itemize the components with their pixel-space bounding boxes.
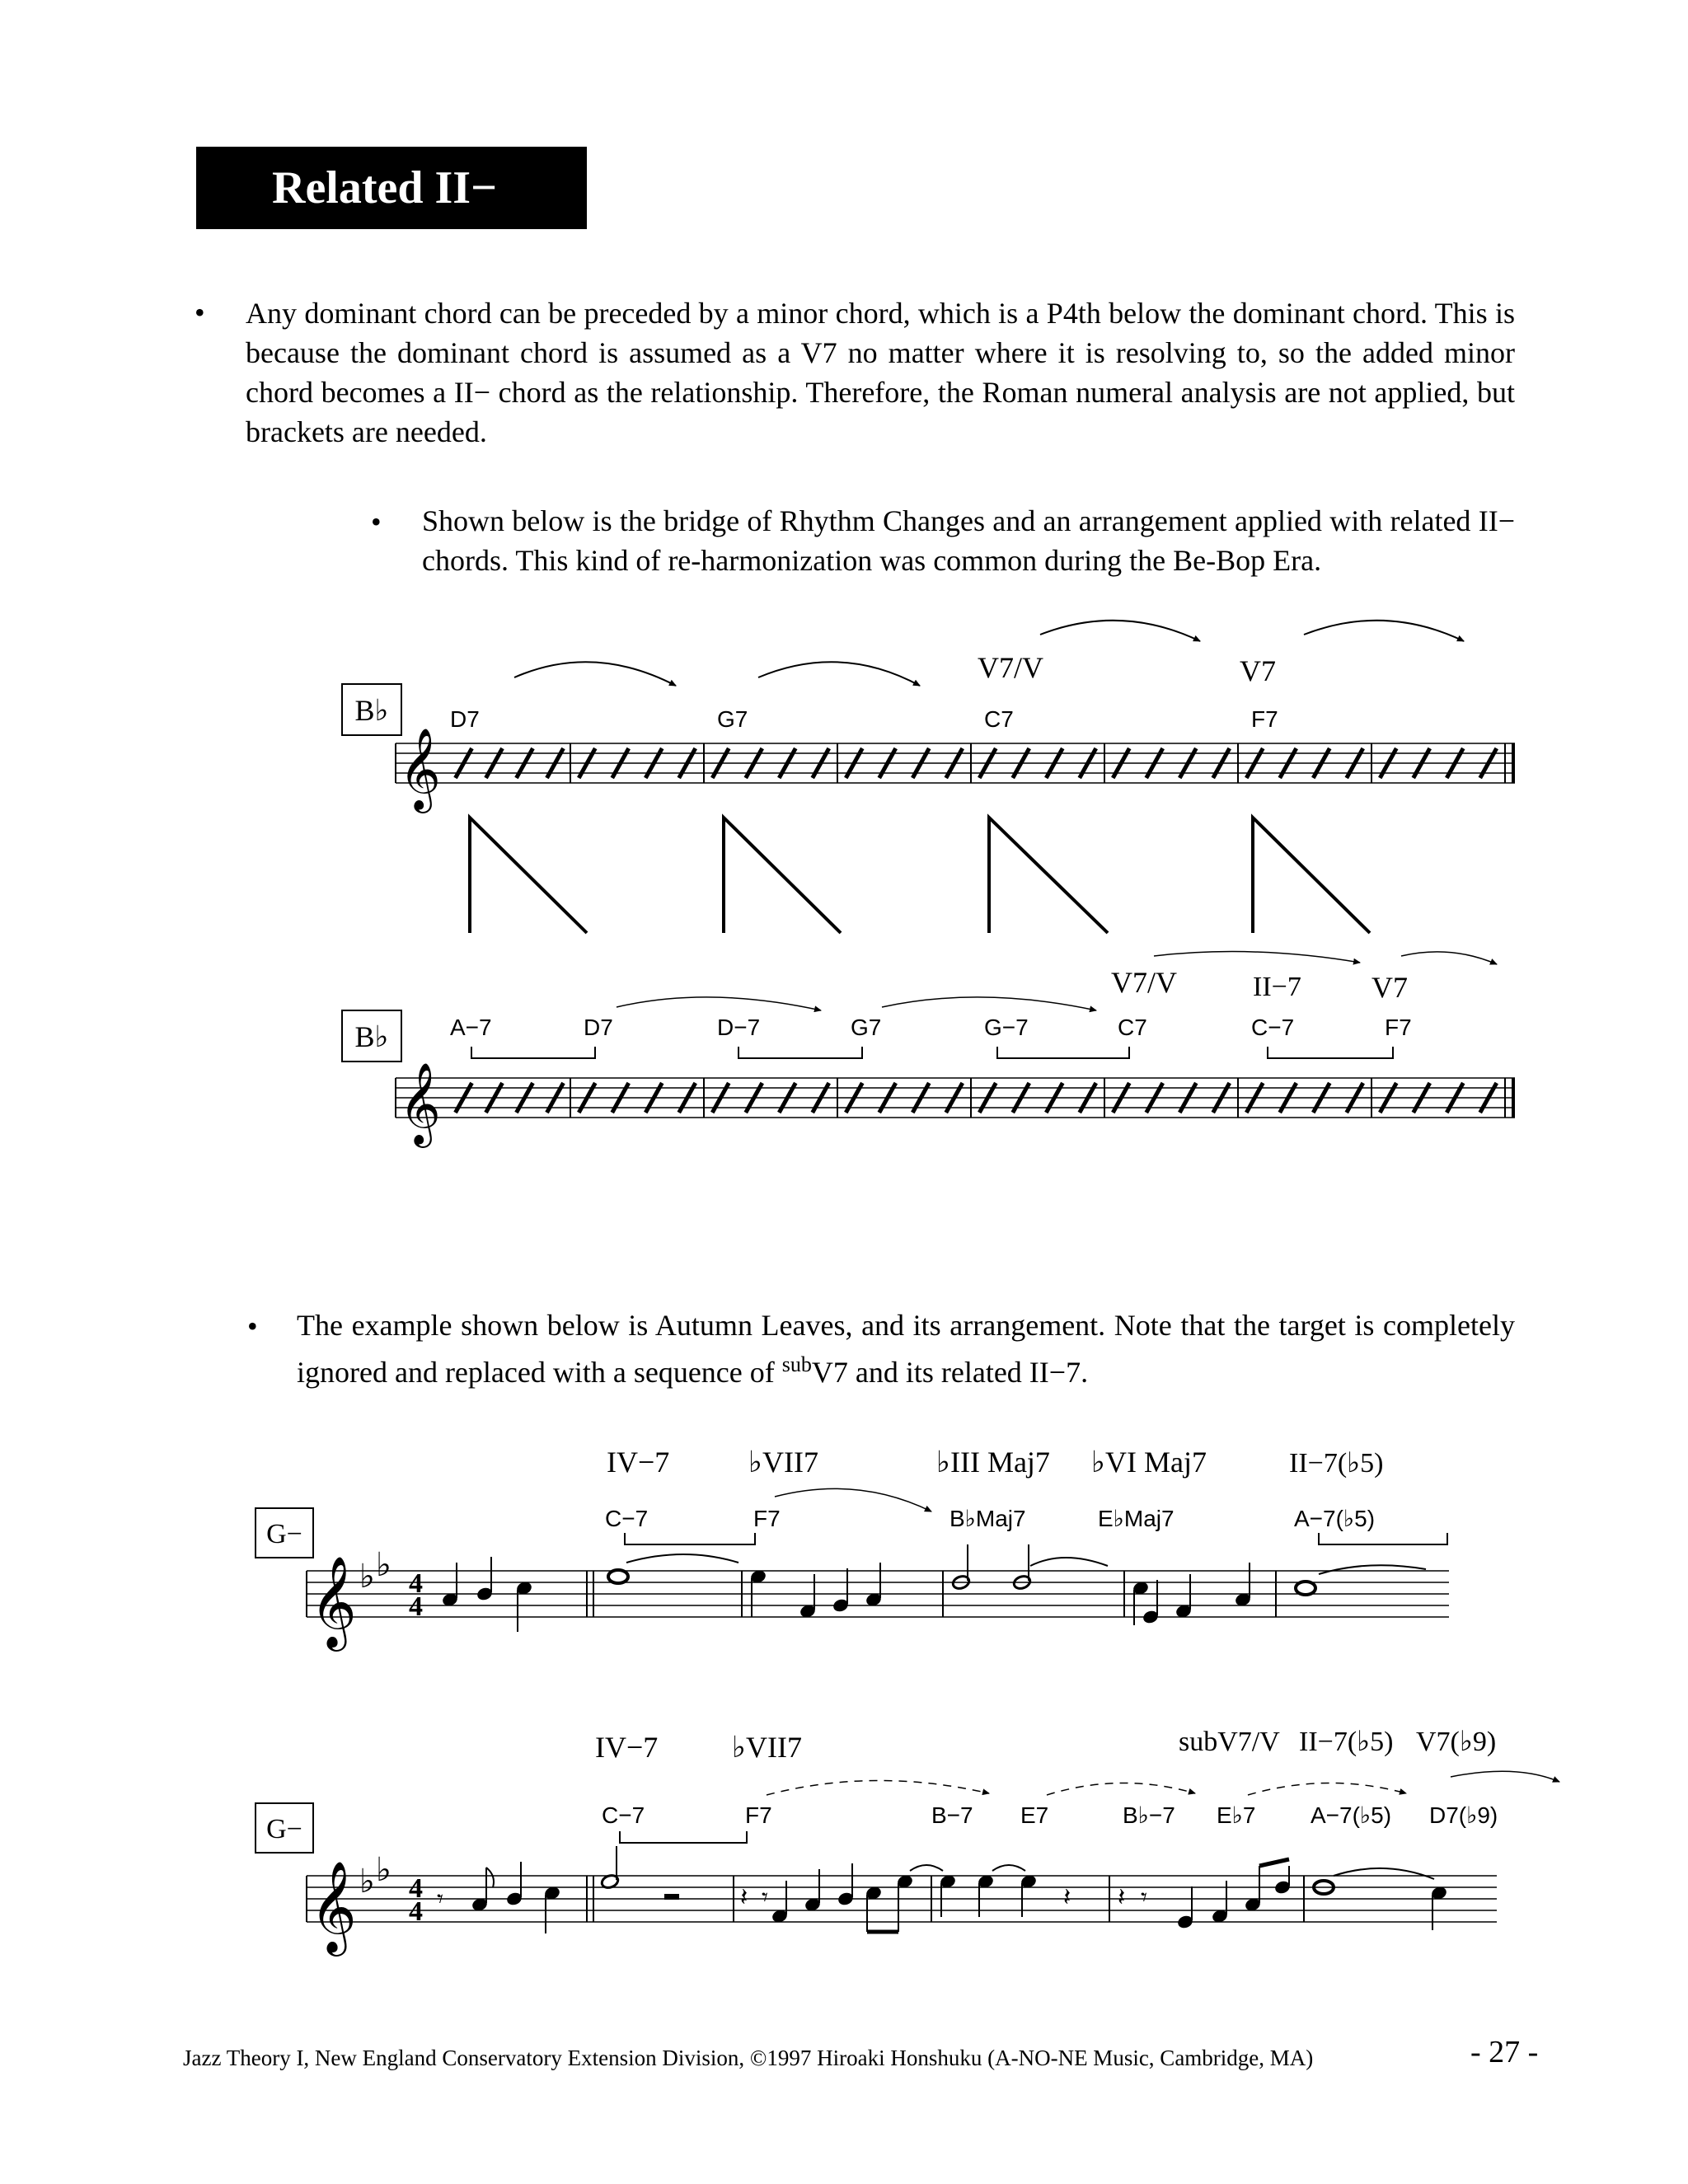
time-sig-top-1: 4 <box>409 1568 423 1599</box>
flat-icon-key-2: ♭ <box>376 1546 392 1584</box>
paragraph-autumn-text-b: V7 and its related II−7. <box>811 1356 1089 1389</box>
paragraph-intro: Any dominant chord can be preceded by a minor chord, which is a P4th below the dominant chord. This is because the dominant chord is assumed as a V7 no matter where it is resolving to, so the added minor chord becomes a II− chord as the relationship. Therefore, the Roman numeral analysis are not applied, but brackets are needed. <box>246 297 1515 448</box>
bottom-chord-6: C7 <box>1118 1015 1147 1040</box>
autumn2-chord-3: B−7 <box>931 1802 973 1828</box>
autumn-system-1 <box>256 1446 1449 1652</box>
resolution-arrow-autumn-2-end <box>1451 1771 1559 1782</box>
time-sig-bottom-2: 4 <box>409 1896 423 1927</box>
autumn1-roman-3: ♭III Maj7 <box>936 1446 1050 1479</box>
autumn2-chord-8: D7(♭9) <box>1429 1802 1498 1828</box>
autumn2-chord-2: F7 <box>745 1802 772 1828</box>
paragraph-rhythm-changes: Shown below is the bridge of Rhythm Changes and an arrangement applied with related II− chords. This kind of re-harmonization was common during the Be-Bop Era. <box>422 504 1515 577</box>
top-chord-1: D7 <box>450 706 480 732</box>
bullet-3: • <box>247 1310 258 1343</box>
key-label-top: B♭ <box>354 694 389 727</box>
time-sig-bottom-1: 4 <box>409 1591 423 1622</box>
paragraph-autumn-text-a: The example shown below is Autumn Leaves, and its arrangement. Note that the target is completely ignored and replaced with a sequence of <box>297 1309 1515 1389</box>
autumn2-chord-4: E7 <box>1020 1802 1049 1828</box>
bullet-2: • <box>371 505 382 538</box>
rhythm-top-system <box>342 621 1515 813</box>
bottom-analysis-3: V7 <box>1372 971 1408 1004</box>
flat-icon-key-4: ♭ <box>376 1851 392 1889</box>
treble-clef-icon-autumn-1: 𝄞 <box>310 1555 357 1647</box>
svg-text:𝄾: 𝄾 <box>762 1883 768 1912</box>
paragraph-autumn-sub: sub <box>781 1352 812 1376</box>
treble-clef-icon-top: 𝄞 <box>399 728 441 810</box>
bottom-chord-5: G−7 <box>984 1015 1029 1040</box>
rhythm-bottom-system <box>342 952 1515 1148</box>
bottom-chord-1: A−7 <box>450 1015 492 1040</box>
page-number: - 27 - <box>1470 2035 1539 2069</box>
svg-text:𝄽: 𝄽 <box>1063 1883 1071 1912</box>
autumn2-roman-4: II−7(♭5) <box>1299 1727 1394 1757</box>
autumn2-chord-5: B♭−7 <box>1123 1802 1175 1828</box>
svg-text:𝄽: 𝄽 <box>1118 1883 1126 1912</box>
autumn-system-2 <box>256 1727 1559 1957</box>
ii-v-bracket-autumn-2 <box>620 1831 747 1843</box>
bottom-chord-2: D7 <box>584 1015 613 1040</box>
bottom-chord-4: G7 <box>851 1015 882 1040</box>
bullet-1: • <box>195 296 205 329</box>
top-chord-2: G7 <box>717 706 748 732</box>
autumn2-roman-5: V7(♭9) <box>1416 1727 1497 1757</box>
autumn1-chord-1: C−7 <box>605 1506 649 1531</box>
resolution-arrows-bottom <box>617 952 1497 1010</box>
flat-icon-key-3: ♭ <box>359 1863 375 1900</box>
bottom-chord-7: C−7 <box>1251 1015 1295 1040</box>
top-analysis-2: V7 <box>1240 654 1276 687</box>
top-chord-4: F7 <box>1251 706 1278 732</box>
autumn2-chord-1: C−7 <box>602 1802 645 1828</box>
autumn1-chord-2: F7 <box>753 1506 781 1531</box>
autumn1-chord-4: E♭Maj7 <box>1098 1506 1175 1531</box>
resolution-arrow-autumn-1 <box>775 1488 931 1511</box>
ii-v-brackets-autumn-1 <box>625 1533 1447 1544</box>
key-label-autumn-2: G− <box>266 1814 302 1844</box>
treble-clef-icon-bottom: 𝄞 <box>399 1062 441 1145</box>
autumn2-roman-3: subV7/V <box>1179 1727 1280 1757</box>
svg-text:𝄾: 𝄾 <box>437 1885 443 1914</box>
footer-credit: Jazz Theory I, New England Conservatory Extension Division, ©1997 Hiroaki Honshuku (A-NO-NE Music, Cambridge, MA) <box>183 2046 1314 2070</box>
melody-autumn-1 <box>441 1544 1426 1632</box>
ii-v-brackets-rhythm <box>471 1047 1393 1058</box>
autumn1-roman-5: II−7(♭5) <box>1289 1448 1384 1479</box>
top-analysis-1: V7/V <box>978 651 1043 684</box>
time-sig-top-2: 4 <box>409 1873 423 1904</box>
resolution-arrows-autumn-2 <box>767 1780 1406 1795</box>
melody-autumn-2 <box>437 1846 1448 1933</box>
autumn1-roman-2: ♭VII7 <box>748 1446 818 1479</box>
autumn2-chord-7: A−7(♭5) <box>1311 1802 1392 1828</box>
svg-text:𝄽: 𝄽 <box>740 1883 748 1912</box>
flat-icon-key-1: ♭ <box>359 1558 375 1596</box>
top-chord-3: C7 <box>984 706 1014 732</box>
key-label-autumn-1: G− <box>266 1519 302 1549</box>
autumn1-roman-4: ♭VI Maj7 <box>1091 1446 1207 1479</box>
svg-text:𝄾: 𝄾 <box>1141 1883 1147 1912</box>
key-label-bottom: B♭ <box>354 1020 389 1053</box>
autumn2-chord-6: E♭7 <box>1217 1802 1256 1828</box>
autumn2-roman-2: ♭VII7 <box>732 1731 802 1764</box>
section-title-text: Related II− <box>272 162 497 213</box>
bottom-analysis-1: V7/V <box>1111 966 1177 999</box>
autumn1-roman-1: IV−7 <box>607 1446 670 1479</box>
bottom-chord-3: D−7 <box>717 1015 761 1040</box>
autumn1-chord-3: B♭Maj7 <box>950 1506 1026 1531</box>
autumn2-roman-1: IV−7 <box>595 1731 659 1764</box>
bottom-analysis-2: II−7 <box>1253 972 1301 1002</box>
treble-clef-icon-autumn-2: 𝄞 <box>310 1860 357 1952</box>
bottom-chord-8: F7 <box>1385 1015 1412 1040</box>
autumn1-chord-5: A−7(♭5) <box>1294 1506 1376 1531</box>
connector-lines <box>470 818 1370 933</box>
